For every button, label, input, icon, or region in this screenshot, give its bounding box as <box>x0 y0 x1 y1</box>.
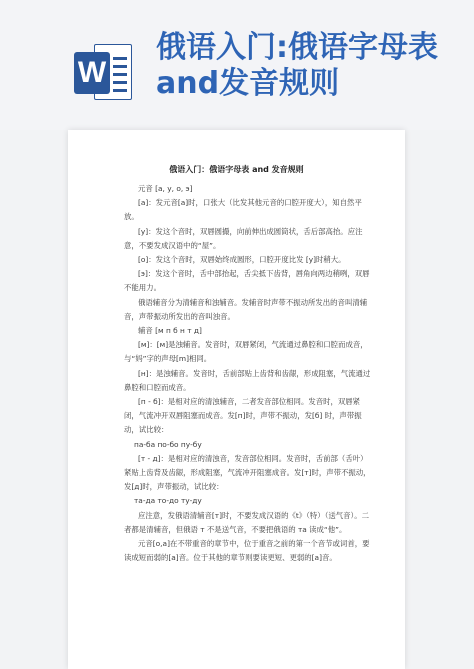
paragraph-consonants-heading: 辅音 [м п б н т д] <box>138 326 202 336</box>
document-title: 俄语入门：俄语字母表 and 发音规则 <box>169 165 304 174</box>
word-letter: W <box>74 52 110 94</box>
paragraph-vowel-y: [y]：发这个音时，双唇圆撮，向前伸出成圆筒状，舌后部高抬。应注意，不要发成汉语中的“屋”。 <box>124 226 363 250</box>
paragraph-vowel-e: [э]：发这个音时，舌中部抬起，舌尖抵下齿背，唇角向两边稍咧，双唇不能用力。 <box>124 269 370 293</box>
paragraph-consonant-intro: 俄语辅音分为清辅音和浊辅音。发辅音时声带不振动所发出的音叫清辅音，声带振动所发出的音叫浊音。 <box>124 297 368 321</box>
header-banner <box>0 0 474 130</box>
page-headline: 俄语入门:俄语字母表and发音规则 <box>156 30 438 101</box>
paragraph-consonant-m: [м]：[м]是浊辅音。发音时，双唇紧闭，气流通过鼻腔和口腔而成音，与“妈”字的声母[m]相同。 <box>124 340 368 364</box>
paragraph-note-t: 应注意，发俄语清辅音[т]时，不要发成汉语的《t》（特）（送气音）。二者都是清辅音，但俄语 т 不是送气音，不要把俄语的 та 读成“他”。 <box>124 510 369 534</box>
example-p-b: па-ба по-бо пу-бу <box>134 439 202 449</box>
document-body <box>124 182 372 565</box>
paragraph-unstressed-vowels: 元音[o,a]在不带重音的章节中，位于重音之前的第一个音节或词首，要读成短而弱的[a]音。位于其他的章节则要读更短、更弱的[a]音。 <box>124 539 370 563</box>
paragraph-vowel-o: [o]：发这个音时，双唇始终成圆形，口腔开度比发 [y]时稍大。 <box>138 255 346 265</box>
paragraph-vowels-heading: 元音 [a, y, o, э] <box>138 184 193 193</box>
example-t-d: та-да то-до ту-ду <box>134 496 202 506</box>
microsoft-word-icon <box>74 44 134 102</box>
paragraph-vowel-a: [a]：发元音[a]时，口张大（比发其他元音的口腔开度大），知自然平放。 <box>124 198 362 222</box>
paragraph-consonant-t-d: [т - д]：是相对应的清浊音，发音部位相同。发音时，舌前部（舌叶）紧贴上齿背及齿龈，形成阻塞，气流冲开阻塞成音。发[т]时，声带不振动，发[д]时，声带振动，试比较： <box>124 453 371 492</box>
document-page <box>68 130 405 669</box>
paragraph-consonant-n: [н]：是浊辅音。发音时，舌前部贴上齿背和齿龈，形成阻塞，气流通过鼻腔和口腔而成音。 <box>124 368 371 392</box>
paragraph-consonant-p-b: [п - б]：是相对应的清浊辅音，二者发音部位相同。发音时，双唇紧闭，气流冲开双唇阻塞而成音。发[п]时，声带不振动，发[б] 时，声带振动，试比较： <box>124 397 362 435</box>
